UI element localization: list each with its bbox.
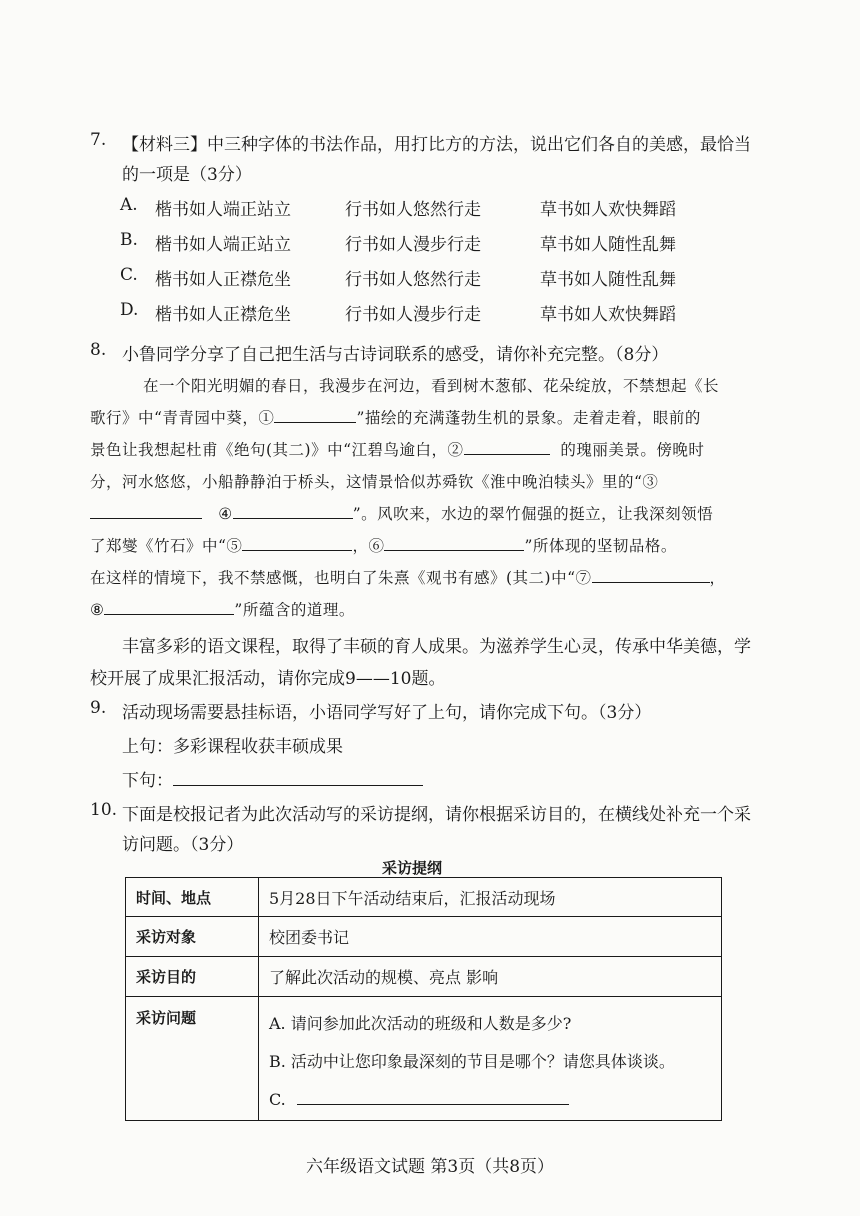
q7-number: 7. <box>90 130 107 150</box>
passage-text: ， <box>709 569 726 587</box>
q8-passage-line <box>90 406 701 428</box>
q8-passage-line <box>90 598 355 620</box>
option-letter: D. <box>120 300 139 320</box>
q10-number: 10. <box>90 800 118 820</box>
answer-blank-2[interactable] <box>464 439 550 456</box>
option-letter: C. <box>120 265 138 285</box>
option-text: 草书如人欢快舞蹈 <box>540 305 676 325</box>
passage-text: 在这样的情境下，我不禁感慨，也明白了朱熹《观书有感》(其二)中“⑦ <box>90 569 592 587</box>
passage-text: ”所蕴含的道理。 <box>234 601 355 619</box>
table-row <box>126 957 722 997</box>
table-title: 采访提纲 <box>382 859 443 877</box>
q8-prompt: 小鲁同学分享了自己把生活与古诗词联系的感受，请你补充完整。（8分） <box>122 345 669 365</box>
q8-passage-line: 在一个阳光明媚的春日，我漫步在河边，看到树木葱郁、花朵绽放，不禁想起《长 <box>143 377 720 395</box>
answer-blank-6[interactable] <box>384 535 524 552</box>
option-text: 楷书如人端正站立 <box>155 200 291 220</box>
option-text: 行书如人漫步行走 <box>345 305 481 325</box>
row-value: 了解此次活动的规模、亮点 影响 <box>259 957 722 997</box>
answer-blank-3[interactable] <box>90 503 202 520</box>
row-value: 5月28日下午活动结束后，汇报活动现场 <box>259 878 722 917</box>
page-footer: 六年级语文试题 第3页（共8页） <box>305 1157 555 1177</box>
row-value: 校团委书记 <box>259 917 722 957</box>
passage-text: 景色让我想起杜甫《绝句(其二)》中“江碧鸟逾白，② <box>90 441 464 459</box>
option-text: 楷书如人正襟危坐 <box>155 305 291 325</box>
q9-lower-line <box>122 766 423 791</box>
answer-blank-5[interactable] <box>242 535 352 552</box>
q8-number: 8. <box>90 340 107 360</box>
table-row <box>126 878 722 917</box>
row-label: 采访对象 <box>126 917 259 957</box>
question-c-blank[interactable] <box>297 1088 569 1105</box>
q8-passage-line: 分，河水悠悠，小船静静泊于桥头，这情景恰似苏舜钦《淮中晚泊犊头》里的“③ <box>90 473 659 491</box>
q8-passage-line <box>90 566 726 588</box>
passage-text: ”描绘的充满蓬勃生机的景象。走着走着，眼前的 <box>356 409 701 427</box>
q9-upper-line: 上句：多彩课程收获丰硕成果 <box>122 737 343 757</box>
table-row <box>126 997 722 1121</box>
passage-text: ，⑥ <box>352 537 385 555</box>
q7-stem-line2: 的一项是（3分） <box>122 165 252 185</box>
answer-blank-4[interactable] <box>233 503 353 520</box>
q9-answer-blank[interactable] <box>173 768 423 786</box>
lower-label: 下句： <box>122 771 173 791</box>
q8-passage-line <box>90 502 713 524</box>
option-text: 行书如人悠然行走 <box>345 270 481 290</box>
passage-text: ④ <box>218 505 233 523</box>
passage-text: ”所体现的坚韧品格。 <box>524 537 677 555</box>
option-text: 楷书如人端正站立 <box>155 235 291 255</box>
option-letter: B. <box>120 230 138 250</box>
row-label: 时间、地点 <box>126 878 259 917</box>
option-text: 草书如人随性乱舞 <box>540 235 676 255</box>
answer-blank-7[interactable] <box>592 567 710 584</box>
answer-blank-1[interactable] <box>274 407 356 424</box>
option-text: 行书如人悠然行走 <box>345 200 481 220</box>
q9-prompt: 活动现场需要悬挂标语，小语同学写好了上句，请你完成下句。（3分） <box>122 703 652 723</box>
interview-outline-table <box>125 877 722 1121</box>
option-text: 行书如人漫步行走 <box>345 235 481 255</box>
q10-prompt-line2: 访问题。（3分） <box>122 835 244 855</box>
passage-text: ⑧ <box>90 601 105 619</box>
question-c-label: C. <box>269 1090 286 1109</box>
question-b: B. 活动中让您印象最深刻的节目是哪个？请您具体谈谈。 <box>269 1052 675 1071</box>
q9-number: 9. <box>90 698 107 718</box>
answer-blank-8[interactable] <box>104 599 234 616</box>
questions-cell <box>259 997 722 1121</box>
q8-passage-line <box>90 438 704 460</box>
row-label: 采访问题 <box>126 997 259 1121</box>
option-text: 楷书如人正襟危坐 <box>155 270 291 290</box>
table-row <box>126 917 722 957</box>
question-a: A. 请问参加此次活动的班级和人数是多少? <box>269 1014 572 1033</box>
passage-text: 了郑燮《竹石》中“⑤ <box>90 537 243 555</box>
intro-line: 校开展了成果汇报活动，请你完成9——10题。 <box>90 669 446 689</box>
question-c-line <box>269 1081 711 1119</box>
q7-stem-line1: 【材料三】中三种字体的书法作品，用打比方的方法，说出它们各自的美感，最恰当 <box>122 135 751 155</box>
passage-text: 歌行》中“青青园中葵，① <box>90 409 275 427</box>
row-label: 采访目的 <box>126 957 259 997</box>
q8-passage-line <box>90 534 677 556</box>
option-text: 草书如人欢快舞蹈 <box>540 200 676 220</box>
q10-prompt-line1: 下面是校报记者为此次活动写的采访提纲，请你根据采访目的，在横线处补充一个采 <box>122 805 751 825</box>
intro-line: 丰富多彩的语文课程，取得了丰硕的育人成果。为滋养学生心灵，传承中华美德，学 <box>122 637 751 657</box>
option-text: 草书如人随性乱舞 <box>540 270 676 290</box>
option-letter: A. <box>120 195 138 215</box>
passage-text: ”。风吹来，水边的翠竹倔强的挺立，让我深刻领悟 <box>352 505 714 523</box>
passage-text: 的瑰丽美景。傍晚时 <box>560 441 705 459</box>
